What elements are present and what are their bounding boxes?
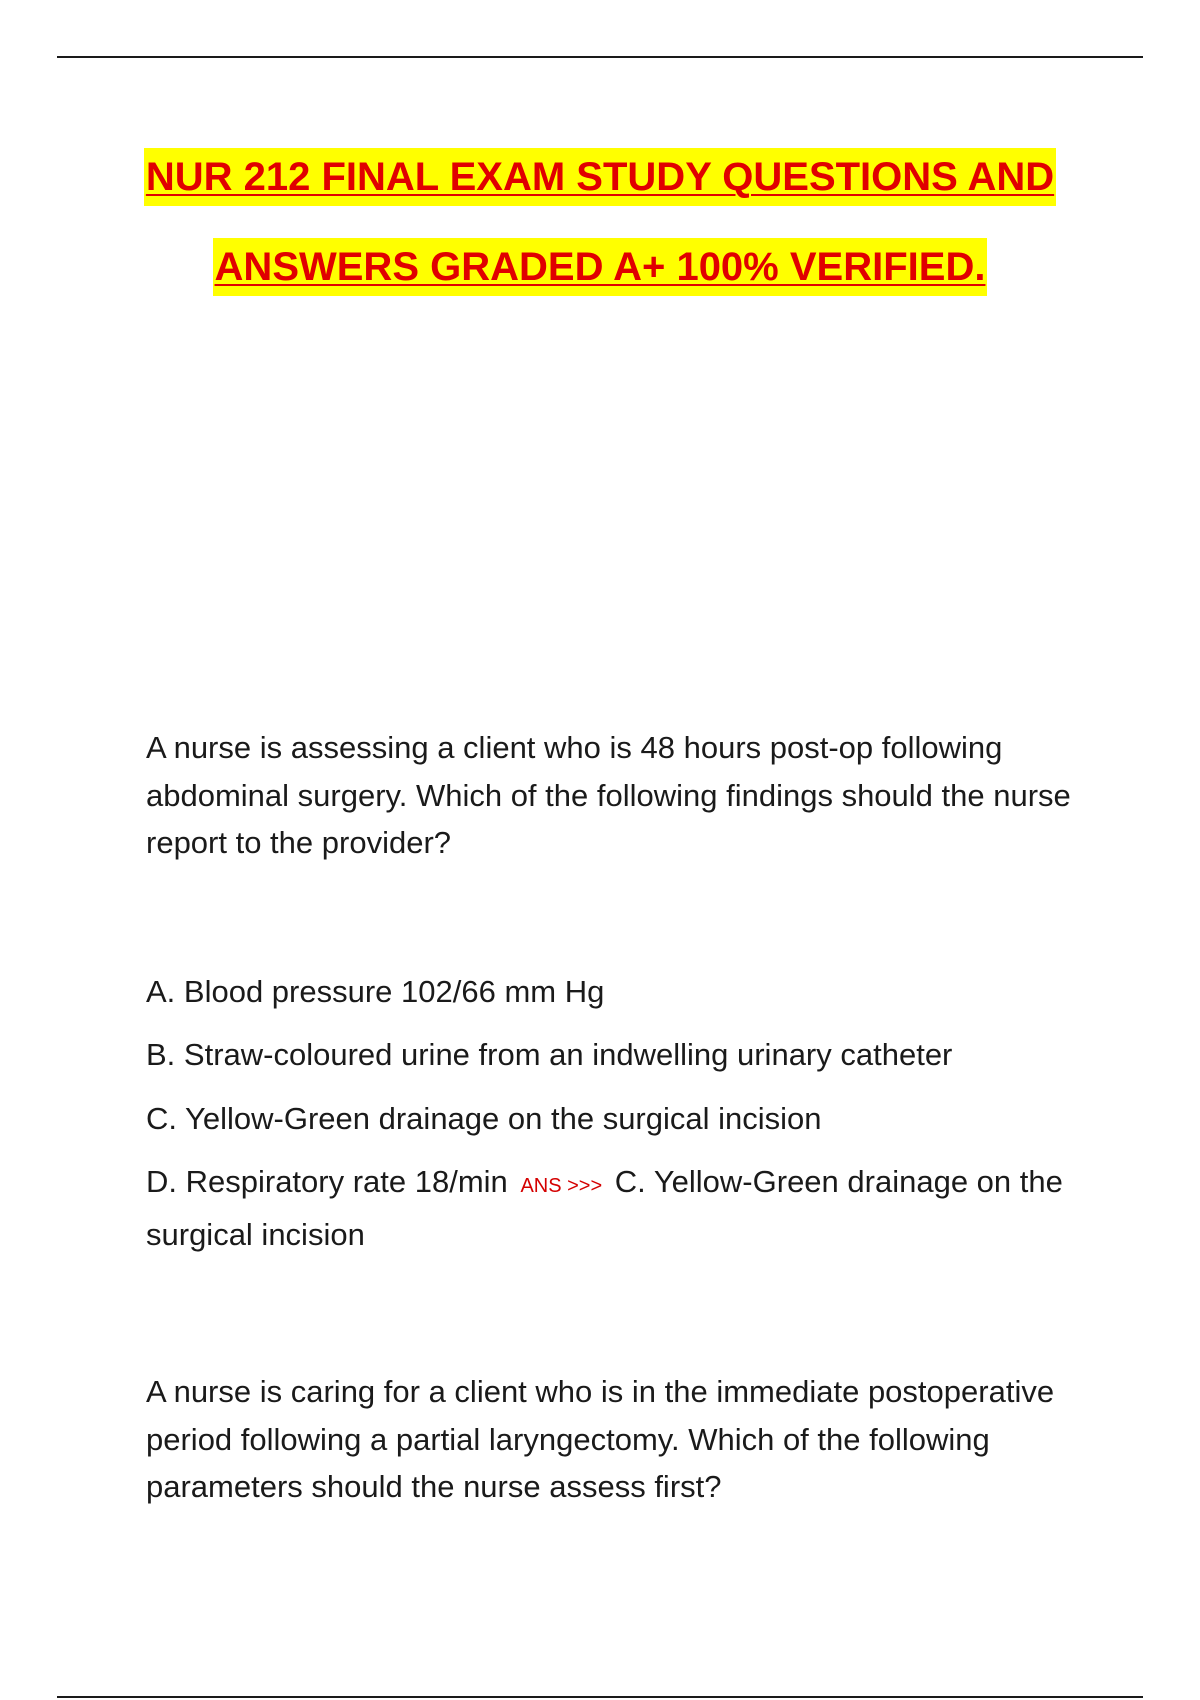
question-1-answer: C. Yellow-Green drainage on the surgical incision — [146, 1164, 1063, 1252]
question-2-text: A nurse is caring for a client who is in the immediate postoperative period following a partial laryngectomy. Which of the following parameters should the nurse assess first? — [146, 1374, 1055, 1504]
document-title — [0, 148, 1200, 328]
question-1-option-b: B. Straw-coloured urine from an indwelling urinary catheter — [146, 1037, 953, 1072]
top-rule — [57, 56, 1143, 58]
title-line-1: NUR 212 FINAL EXAM STUDY QUESTIONS AND — [144, 148, 1056, 206]
question-1-text: A nurse is assessing a client who is 48 hours post-op following abdominal surgery. Which of the following findings should the nurse report to the provider? — [146, 730, 1071, 860]
answer-marker: ANS >>> — [520, 1175, 603, 1197]
question-1-option-d: D. Respiratory rate 18/min — [146, 1164, 508, 1199]
question-content — [146, 724, 1106, 1511]
question-1-option-c: C. Yellow-Green drainage on the surgical incision — [146, 1100, 822, 1136]
title-line-2: ANSWERS GRADED A+ 100% VERIFIED. — [213, 238, 988, 296]
bottom-rule — [57, 1696, 1143, 1698]
question-1-option-a: A. Blood pressure 102/66 mm Hg — [146, 973, 605, 1009]
question-1-option-d-with-answer — [146, 1158, 1106, 1258]
